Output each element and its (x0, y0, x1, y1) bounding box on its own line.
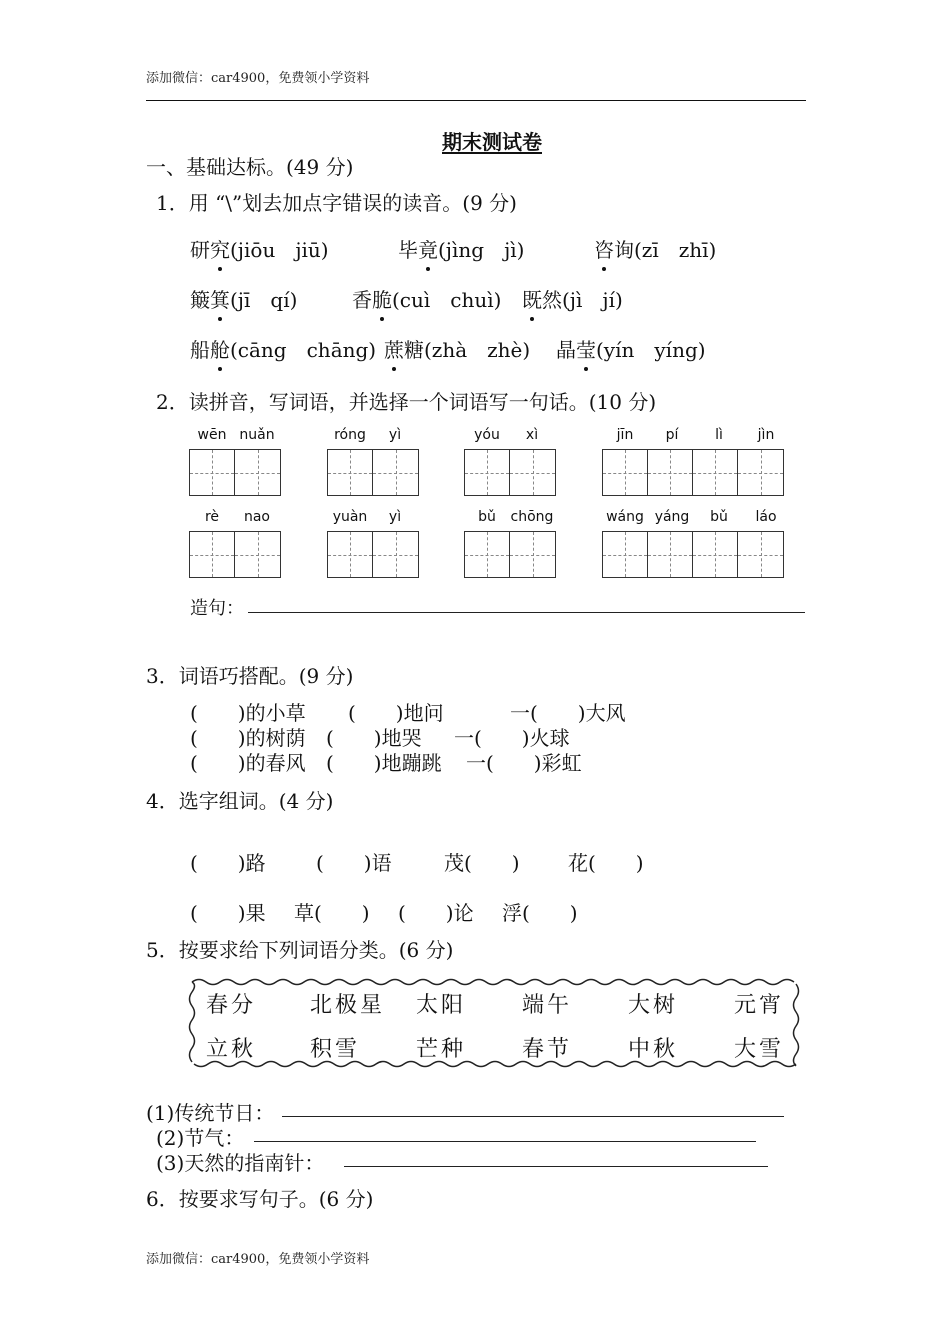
q4-cell: ( )路 (190, 851, 266, 875)
pinyin-label: nuǎn (239, 427, 275, 443)
q1-item: 既然(jì jí) (522, 284, 623, 313)
answer-label-solar-terms: (2)节气： (156, 1126, 245, 1150)
q4-cell: ( )语 (316, 851, 392, 875)
answer-label-festivals: (1)传统节日： (146, 1101, 275, 1125)
answer-line-solar-terms[interactable] (254, 1141, 756, 1142)
pinyin-label: bǔ (478, 509, 496, 525)
word-item: 中秋 (628, 1037, 679, 1062)
writing-grid[interactable] (327, 531, 419, 578)
word-item: 积雪 (310, 1037, 361, 1062)
pinyin-label: wáng (606, 509, 644, 525)
q3-cell: ( )地问 (348, 701, 444, 725)
q1-item: 船舱(cāng chāng) (190, 334, 376, 363)
pinyin-label: nao (243, 509, 271, 525)
word-item: 大树 (628, 993, 679, 1018)
word-item: 太阳 (416, 993, 467, 1018)
q1-item: 毕竟(jìng jì) (398, 234, 524, 263)
pinyin-label: lì (715, 427, 723, 443)
writing-grid[interactable] (464, 449, 556, 496)
q3-cell: ( )的树荫 (190, 726, 306, 750)
word-bank-box (186, 978, 802, 1068)
pinyin-label: yì (388, 427, 402, 443)
word-item: 立秋 (206, 1037, 257, 1062)
header-rule (146, 100, 806, 101)
pinyin-label: róng (334, 427, 366, 443)
pinyin-label: yì (388, 509, 402, 525)
answer-line-compass[interactable] (344, 1166, 768, 1167)
question-1-label: 1．用 “\”划去加点字错误的读音。(9 分) (156, 191, 517, 215)
pinyin-label: bǔ (710, 509, 728, 525)
q4-cell: 浮( ) (502, 901, 578, 925)
writing-grid[interactable] (602, 449, 784, 496)
q1-item: 簸箕(jī qí) (190, 284, 297, 313)
q4-cell: 花( ) (568, 851, 644, 875)
q3-cell: 一( )大风 (510, 701, 626, 725)
answer-label-compass: (3)天然的指南针： (156, 1151, 325, 1175)
pinyin-label: yuàn (332, 509, 368, 525)
question-5-label: 5．按要求给下列词语分类。(6 分) (146, 938, 454, 962)
word-item: 春分 (206, 993, 257, 1018)
q3-cell: ( )地蹦跳 (326, 751, 442, 775)
pinyin-label: yóu (474, 427, 500, 443)
question-6-label: 6．按要求写句子。(6 分) (146, 1187, 374, 1211)
question-4-label: 4．选字组词。(4 分) (146, 789, 334, 813)
sentence-answer-line[interactable] (248, 612, 805, 613)
answer-line-festivals[interactable] (282, 1116, 784, 1117)
question-2-label: 2．读拼音，写词语，并选择一个词语写一句话。(10 分) (156, 390, 657, 414)
section-heading: 一、基础达标。(49 分) (146, 155, 354, 179)
pinyin-label: jīn (616, 427, 634, 443)
word-item: 元宵 (734, 993, 785, 1018)
word-item: 大雪 (734, 1037, 785, 1062)
pinyin-label: jìn (757, 427, 775, 443)
q3-cell: 一( )彩虹 (466, 751, 582, 775)
pinyin-label: pí (665, 427, 679, 443)
footer-text: 添加微信：car4900，免费领小学资料 (146, 1252, 370, 1267)
q1-item: 蔗糖(zhà zhè) (384, 334, 530, 363)
pinyin-label: yáng (654, 509, 690, 525)
writing-grid[interactable] (464, 531, 556, 578)
word-item: 芒种 (416, 1037, 467, 1062)
q3-cell: ( )的春风 (190, 751, 306, 775)
word-item: 端午 (522, 993, 573, 1018)
pinyin-label: wēn (197, 427, 227, 443)
q3-cell: 一( )火球 (454, 726, 570, 750)
sentence-label: 造句： (190, 598, 244, 619)
q4-cell: ( )论 (398, 901, 474, 925)
writing-grid[interactable] (189, 449, 281, 496)
writing-grid[interactable] (327, 449, 419, 496)
wavy-border (186, 978, 802, 1068)
pinyin-label: xì (525, 427, 539, 443)
q4-cell: 茂( ) (444, 851, 520, 875)
q1-item: 香脆(cuì chuì) (352, 284, 501, 313)
q4-cell: ( )果 (190, 901, 266, 925)
question-3-label: 3．词语巧搭配。(9 分) (146, 664, 354, 688)
q3-cell: ( )的小草 (190, 701, 306, 725)
header-text: 添加微信：car4900，免费领小学资料 (146, 71, 370, 86)
q3-cell: ( )地哭 (326, 726, 422, 750)
word-item: 春节 (522, 1037, 573, 1062)
pinyin-label: rè (204, 509, 220, 525)
q1-item: 晶莹(yín yíng) (556, 334, 706, 363)
writing-grid[interactable] (602, 531, 784, 578)
pinyin-label: láo (755, 509, 777, 525)
word-item: 北极星 (310, 993, 386, 1018)
q4-cell: 草( ) (294, 901, 370, 925)
q1-item: 研究(jiōu jiū) (190, 234, 329, 263)
page-title: 期末测试卷 (442, 130, 542, 154)
q1-item: 咨询(zī zhī) (594, 234, 716, 263)
writing-grid[interactable] (189, 531, 281, 578)
pinyin-label: chōng (510, 509, 554, 525)
